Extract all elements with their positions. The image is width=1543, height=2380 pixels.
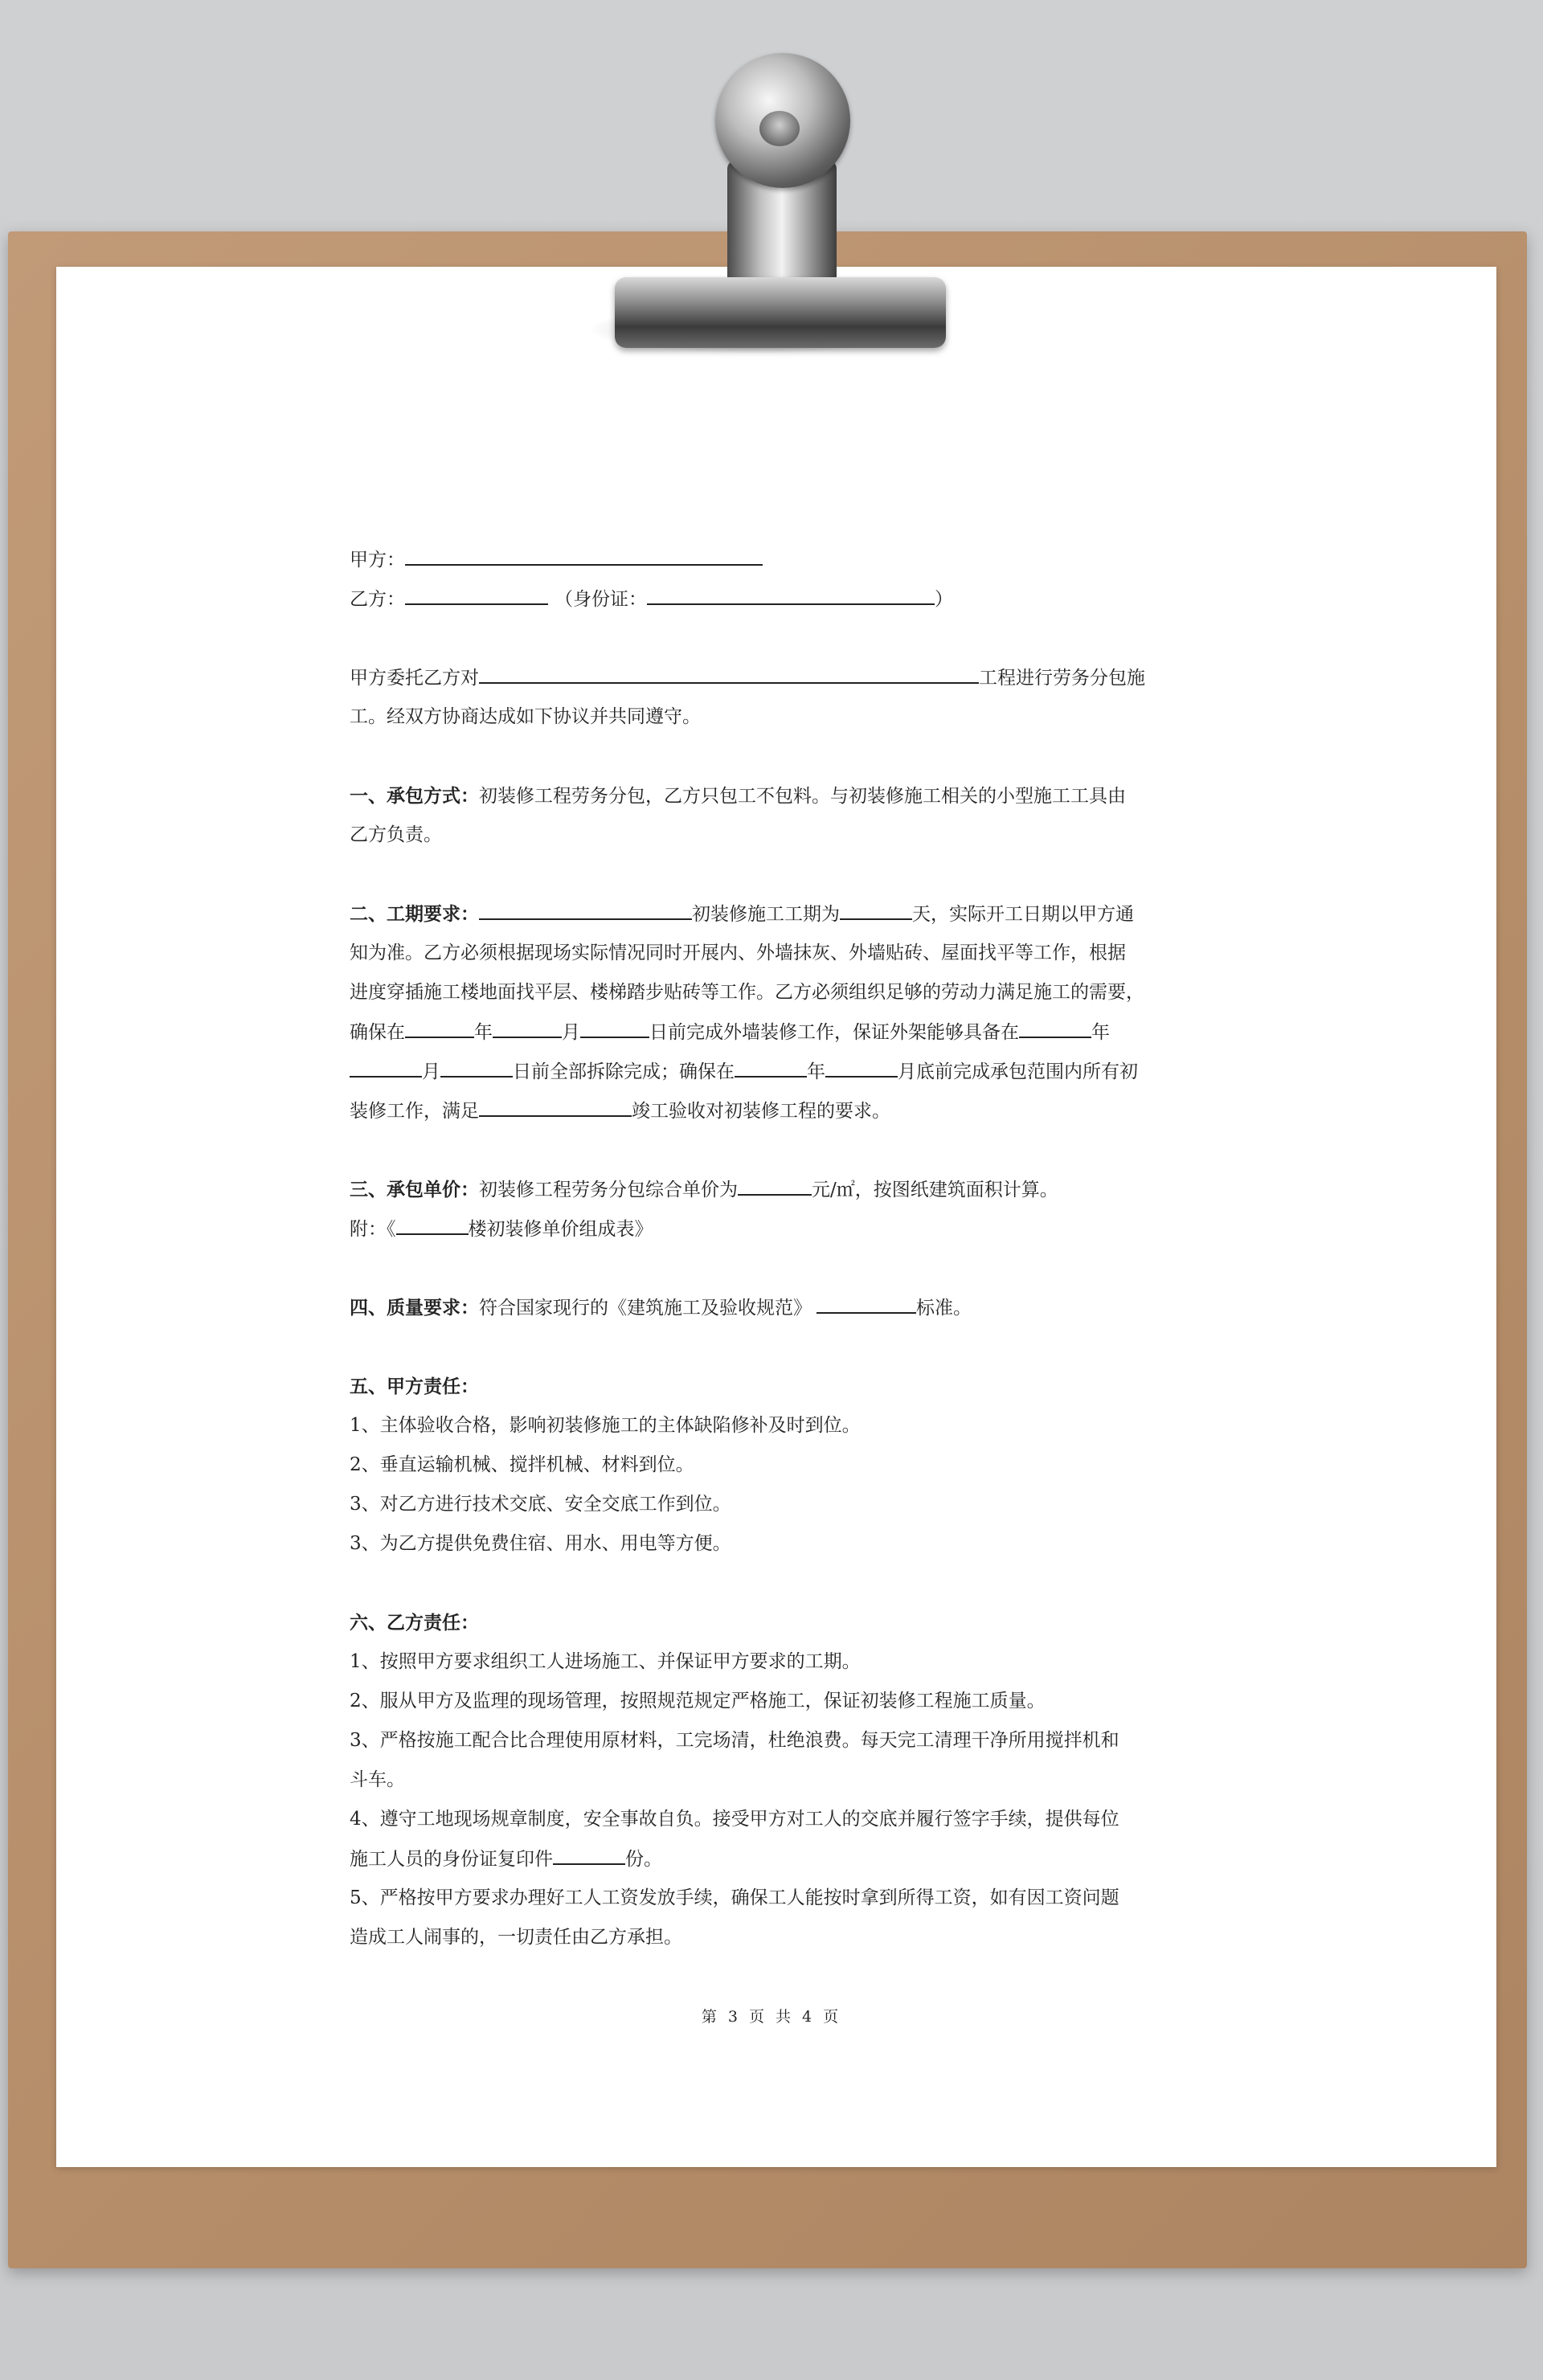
party-a-line [350, 540, 1201, 579]
copies-blank[interactable] [553, 1839, 625, 1865]
intro-line-1 [350, 658, 1201, 697]
id-open: （身份证： [555, 589, 647, 610]
intro-line-2: 工。经双方协商达成如下协议并共同遵守。 [350, 706, 701, 727]
section-1-line-1 [350, 776, 1201, 816]
party-a-label: 甲方： [350, 550, 405, 570]
text: 日前全部拆除完成；确保在 [513, 1061, 735, 1082]
text: 月底前完成承包范围内所有初 [898, 1061, 1138, 1082]
section-2-line-3: 进度穿插施工楼地面找平层、楼梯踏步贴砖等工作。乙方必须组织足够的劳动力满足施工的需要， [350, 982, 1144, 1003]
id-number-blank[interactable] [647, 579, 935, 605]
section-4-line [350, 1288, 1201, 1327]
section-3-line-2 [350, 1209, 1201, 1249]
section-2-line-4 [350, 1012, 1201, 1052]
section-3-line-1 [350, 1170, 1201, 1209]
section-1-heading: 一、承包方式： [350, 785, 479, 807]
section-6-item: 4、遵守工地现场规章制度，安全事故自负。接受甲方对工人的交底并履行签字手续，提供每位 [350, 1809, 1119, 1830]
section-6-item: 3、严格按施工配合比合理使用原材料，工完场清，杜绝浪费。每天完工清理干净所用搅拌机和 [350, 1730, 1119, 1751]
section-6-item-cont: 斗车。 [350, 1769, 405, 1790]
contract-body [350, 540, 1201, 1957]
days-blank[interactable] [840, 894, 912, 920]
section-3-heading: 三、承包单价： [350, 1179, 479, 1200]
year-blank-2[interactable] [1019, 1012, 1091, 1038]
section-1-line-2: 乙方负责。 [350, 824, 442, 845]
clip-hole [759, 111, 800, 146]
party-b-line [350, 579, 1201, 619]
text: 元/㎡，按图纸建筑面积计算。 [812, 1180, 1058, 1200]
section-6-heading: 六、乙方责任： [350, 1612, 479, 1634]
section-1-text: 初装修工程劳务分包，乙方只包工不包料。与初装修施工相关的小型施工工具由 [479, 786, 1126, 807]
section-2-post: 天，实际开工日期以甲方通 [912, 904, 1134, 925]
month-blank[interactable] [493, 1012, 562, 1038]
period-blank[interactable] [479, 894, 692, 920]
section-5-item: 1、主体验收合格，影响初装修施工的主体缺陷修补及时到位。 [350, 1415, 861, 1436]
text: 竣工验收对初装修工程的要求。 [632, 1101, 890, 1122]
month-blank-3[interactable] [825, 1052, 898, 1078]
section-4-heading: 四、质量要求： [350, 1297, 479, 1319]
text: 装修工作，满足 [350, 1101, 479, 1122]
section-5-item: 2、垂直运输机械、搅拌机械、材料到位。 [350, 1454, 694, 1475]
section-2-line-2: 知为准。乙方必须根据现场实际情况同时开展内、外墙抹灰、外墙贴砖、屋面找平等工作，根据 [350, 943, 1126, 963]
text: 标准。 [916, 1298, 972, 1319]
section-5-heading: 五、甲方责任： [350, 1376, 479, 1397]
month-blank-2[interactable] [350, 1052, 422, 1078]
page-footer: 第 3 页 共 4 页 [701, 2008, 842, 2026]
id-close: ） [935, 589, 953, 610]
party-b-label: 乙方： [350, 589, 405, 610]
text: 年 [1091, 1022, 1110, 1043]
unit-price-blank[interactable] [738, 1170, 812, 1196]
text: 初装修工程劳务分包综合单价为 [479, 1180, 738, 1200]
text: 确保在 [350, 1022, 405, 1043]
project-name-blank[interactable] [479, 658, 979, 684]
year-blank-3[interactable] [735, 1052, 807, 1078]
text: 月 [422, 1061, 440, 1082]
binder-clip-icon [615, 277, 946, 348]
section-2-line-5 [350, 1052, 1201, 1091]
section-6-item: 5、严格按甲方要求办理好工人工资发放手续，确保工人能按时拿到所得工资，如有因工资问题 [350, 1887, 1119, 1908]
text: 附：《 [350, 1219, 396, 1240]
text: 楼初装修单价组成表》 [468, 1219, 653, 1240]
text: 施工人员的身份证复印件 [350, 1849, 553, 1870]
text: 年 [474, 1022, 493, 1043]
year-blank[interactable] [405, 1012, 474, 1038]
section-2-line-1 [350, 894, 1201, 934]
text: 符合国家现行的《建筑施工及验收规范》 [479, 1298, 812, 1319]
section-2-mid: 初装修施工工期为 [692, 904, 840, 925]
text: 日前完成外墙装修工作，保证外架能够具备在 [649, 1022, 1019, 1043]
section-6-item-cont [350, 1839, 1201, 1879]
quality-blank[interactable] [817, 1288, 916, 1314]
intro-pre: 甲方委托乙方对 [350, 668, 479, 689]
section-6-item: 1、按照甲方要求组织工人进场施工、并保证甲方要求的工期。 [350, 1651, 861, 1672]
day-blank[interactable] [580, 1012, 649, 1038]
intro-post: 工程进行劳务分包施 [979, 668, 1145, 689]
party-b-blank[interactable] [405, 579, 548, 605]
building-blank[interactable] [396, 1209, 469, 1235]
text: 年 [807, 1061, 825, 1082]
section-6-item: 2、服从甲方及监理的现场管理，按照规范规定严格施工，保证初装修工程施工质量。 [350, 1691, 1046, 1711]
day-blank-2[interactable] [440, 1052, 513, 1078]
standard-blank[interactable] [479, 1091, 632, 1117]
text: 月 [562, 1022, 580, 1043]
section-6-item-cont: 造成工人闹事的，一切责任由乙方承担。 [350, 1927, 682, 1948]
text: 份。 [625, 1849, 662, 1870]
party-a-blank[interactable] [405, 540, 763, 566]
section-5-item: 3、为乙方提供免费住宿、用水、用电等方便。 [350, 1533, 731, 1554]
section-2-heading: 二、工期要求： [350, 903, 479, 925]
section-5-item: 3、对乙方进行技术交底、安全交底工作到位。 [350, 1494, 731, 1515]
section-2-line-6 [350, 1091, 1201, 1131]
